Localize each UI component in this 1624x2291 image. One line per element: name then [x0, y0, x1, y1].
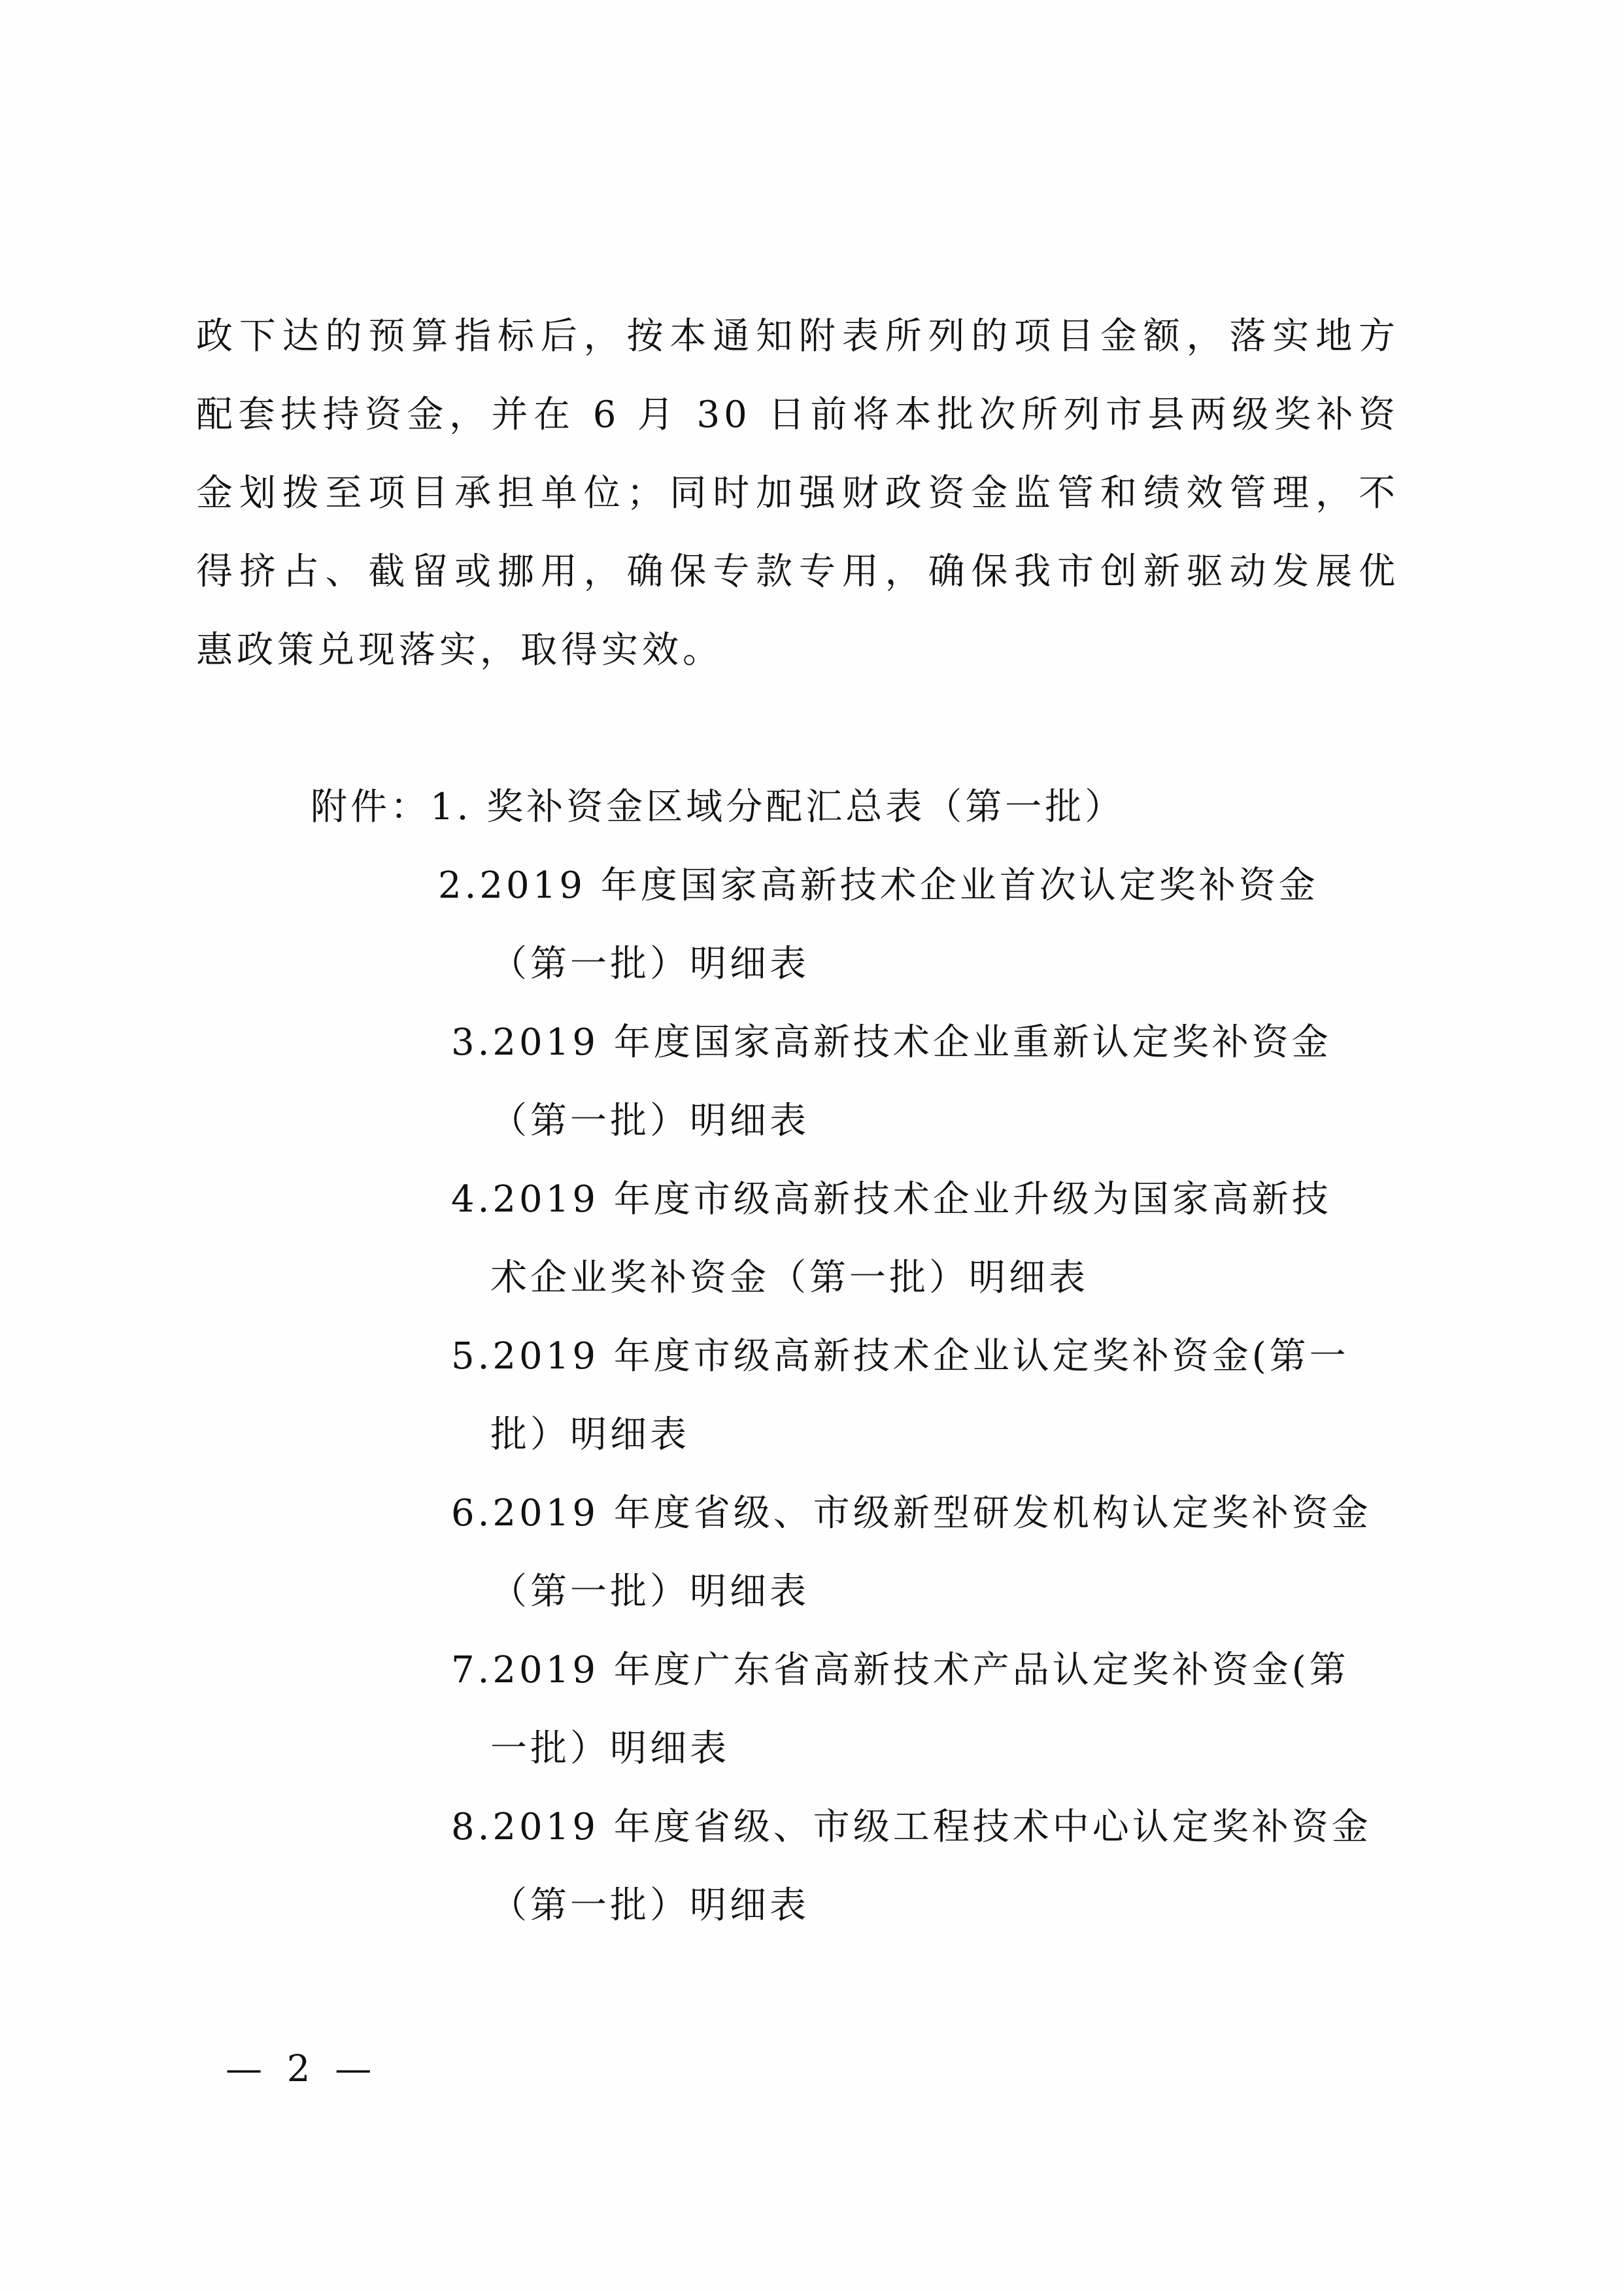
attachment-item-8 [311, 1788, 1402, 1945]
body-line-1: 政下达的预算指标后，按本通知附表所列的项目金额，落实地方 [196, 315, 1399, 358]
attachment-item-4 [311, 1161, 1402, 1317]
attachment-7-line-1: 7.2019 年度广东省高新技术产品认定奖补资金(第 [451, 1649, 1349, 1691]
attachments-label: 附件： [311, 786, 430, 828]
attachment-item-3 [311, 1004, 1402, 1161]
attachment-2-line-2: （第一批）明细表 [490, 943, 809, 985]
attachment-7-line-2: 一批）明细表 [490, 1727, 730, 1770]
attachment-item-1 [311, 768, 1402, 847]
body-line-2: 配套扶持资金，并在 6 月 30 日前将本批次所列市县两级奖补资 [196, 394, 1399, 436]
attachment-item-7 [311, 1631, 1402, 1788]
page-number: — 2 — [226, 2048, 379, 2090]
attachment-4-line-2: 术企业奖补资金（第一批）明细表 [490, 1257, 1089, 1299]
attachment-item-6 [311, 1474, 1402, 1631]
attachment-1-title: 1. 奖补资金区域分配汇总表（第一批） [430, 786, 1125, 828]
body-line-4: 得挤占、截留或挪用，确保专款专用，确保我市创新驱动发展优 [196, 551, 1399, 593]
attachment-5-line-2: 批）明细表 [490, 1414, 690, 1456]
attachment-3-line-1: 3.2019 年度国家高新技术企业重新认定奖补资金 [451, 1021, 1332, 1064]
body-line-3: 金划拨至项目承担单位；同时加强财政资金监管和绩效管理，不 [196, 472, 1399, 515]
attachment-8-line-2: （第一批）明细表 [490, 1884, 809, 1927]
attachments-list [311, 768, 1402, 1945]
attachment-item-2 [311, 847, 1402, 1004]
body-line-5: 惠政策兑现落实，取得实效。 [196, 629, 723, 671]
attachment-3-line-2: （第一批）明细表 [490, 1100, 809, 1142]
attachment-4-line-1: 4.2019 年度市级高新技术企业升级为国家高新技 [451, 1178, 1332, 1221]
attachment-2-line-1: 2.2019 年度国家高新技术企业首次认定奖补资金 [438, 864, 1319, 907]
attachment-5-line-1: 5.2019 年度市级高新技术企业认定奖补资金(第一 [451, 1335, 1349, 1378]
attachment-item-5 [311, 1317, 1402, 1474]
body-paragraph [196, 297, 1399, 690]
attachment-8-line-1: 8.2019 年度省级、市级工程技术中心认定奖补资金 [451, 1806, 1372, 1848]
attachment-6-line-2: （第一批）明细表 [490, 1570, 809, 1613]
attachment-6-line-1: 6.2019 年度省级、市级新型研发机构认定奖补资金 [451, 1492, 1372, 1535]
